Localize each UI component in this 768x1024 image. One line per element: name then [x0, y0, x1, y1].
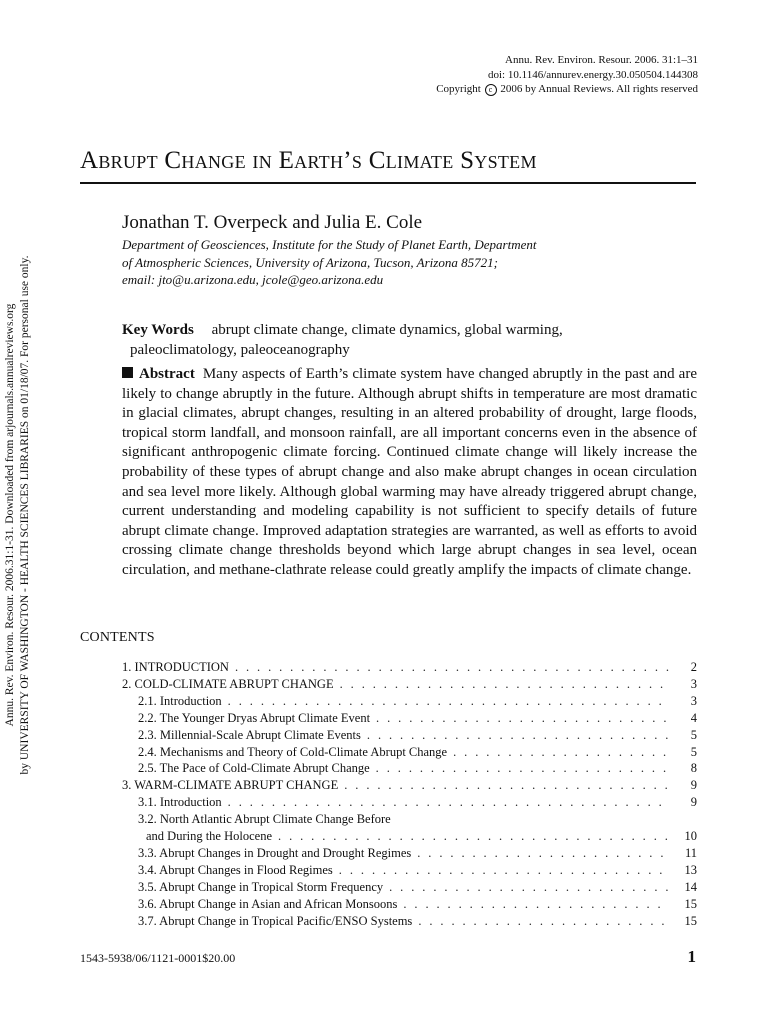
toc-entry[interactable] [122, 913, 697, 930]
toc-entry-page: 3 [690, 693, 697, 708]
download-note-line: Annu. Rev. Environ. Resour. 2006.31:1-31. Downloaded from arjournals.annualreviews.org [4, 303, 16, 727]
toc-entry[interactable] [122, 693, 697, 710]
affiliation-line: Department of Geosciences, Institute for the Study of Planet Earth, Department [122, 237, 537, 252]
toc-entry-title: 2.1. Introduction [138, 693, 222, 708]
toc-entry-title: 2. COLD-CLIMATE ABRUPT CHANGE [122, 676, 334, 691]
toc-entry[interactable] [122, 794, 697, 811]
copyright-line [436, 82, 698, 97]
square-bullet-icon [122, 367, 133, 378]
toc-entry-page: 11 [684, 845, 697, 860]
toc-entry-page: 13 [684, 862, 697, 877]
toc-entry-page: 3 [690, 676, 697, 691]
toc-leader-dots [344, 777, 669, 794]
toc-leader-dots [367, 727, 669, 744]
toc-leader-dots [228, 693, 669, 710]
toc-entry[interactable] [122, 828, 697, 845]
toc-entry-page: 15 [684, 913, 697, 928]
toc-leader-dots [417, 845, 669, 862]
toc-leader-dots [339, 862, 669, 879]
toc-entry-page: 14 [684, 879, 697, 894]
toc-leader-dots [403, 896, 669, 913]
toc-entry[interactable] [122, 896, 697, 913]
toc-entry[interactable] [122, 727, 697, 744]
toc-entry-title: and During the Holocene [146, 829, 273, 844]
toc-entry-title: 3.3. Abrupt Changes in Drought and Drought Regimes [138, 845, 412, 860]
toc-leader-dots [235, 659, 669, 676]
abstract-section [122, 365, 697, 581]
toc-entry-title: 3.1. Introduction [138, 795, 222, 810]
table-of-contents [122, 659, 697, 930]
keywords-list-continued: paleoclimatology, paleoceanography [130, 341, 350, 358]
toc-leader-dots [228, 794, 669, 811]
toc-leader-dots [453, 744, 669, 761]
toc-leader-dots [340, 676, 669, 693]
article-authors: Jonathan T. Overpeck and Julia E. Cole [122, 212, 423, 233]
toc-entry[interactable] [122, 760, 697, 777]
keywords-heading: Key Words [122, 322, 194, 338]
toc-entry[interactable] [122, 777, 697, 794]
toc-leader-dots [376, 710, 669, 727]
toc-entry-title: 3.6. Abrupt Change in Asian and African Monsoons [138, 896, 398, 911]
toc-entry-page: 2 [690, 660, 697, 674]
contents-heading: CONTENTS [80, 630, 155, 645]
toc-entry-title: 2.3. Millennial-Scale Abrupt Climate Events [138, 727, 361, 742]
toc-leader-dots [418, 913, 669, 930]
toc-entry-page: 15 [684, 896, 697, 911]
toc-leader-dots [389, 879, 669, 896]
toc-entry-page: 8 [690, 761, 697, 776]
copyright-text: 2006 by Annual Reviews. All rights reserved [500, 83, 698, 95]
author-affiliation [122, 236, 702, 289]
toc-leader-dots [376, 760, 669, 777]
toc-entry-title: 2.4. Mechanisms and Theory of Cold-Climate Abrupt Change [138, 744, 448, 759]
abstract-text: Many aspects of Earth’s climate system have changed abruptly in the past and are likely to change abruptly in the future. Although abrupt shifts in temperature are most dramatic in glacial climates, abrupt changes, resulting in an altered probability of drought, large floods, tropical storm landfall, and monsoon rainfall, are all important concerns even in the absence of significant anthropogenic climate forcing. Continued climate change will likely increase the probability of these types of abrupt change and also make abrupt changes in ocean circulation and sea level more likely. Although global warming may have already triggered abrupt change, current understanding and modeling capability is not sufficient to specify details of future abrupt climate change. Improved adaptation strategies are warranted, as well as efforts to avoid crossing climate change thresholds beyond which large abrupt changes in sea level, ocean circulation, and methane-clathrate release could greatly amplify the impacts of climate change. [122, 366, 697, 578]
toc-entry[interactable] [122, 676, 697, 693]
toc-entry[interactable] [122, 659, 697, 676]
toc-entry-title: 3. WARM-CLIMATE ABRUPT CHANGE [122, 778, 339, 793]
toc-entry-title: 3.4. Abrupt Changes in Flood Regimes [138, 862, 333, 877]
toc-entry[interactable] [122, 845, 697, 862]
toc-entry-title: 3.2. North Atlantic Abrupt Climate Change Before [138, 812, 391, 827]
toc-entry-title: 2.5. The Pace of Cold-Climate Abrupt Change [138, 761, 370, 776]
toc-entry-page: 5 [690, 744, 697, 759]
author-email[interactable]: email: jto@u.arizona.edu, jcole@geo.arizona.edu [122, 272, 384, 287]
abstract-heading: Abstract [139, 366, 195, 382]
article-title: Abrupt Change in Earth’s Climate System [80, 147, 537, 174]
doi-link[interactable]: doi: 10.1146/annurev.energy.30.050504.144308 [488, 68, 698, 81]
toc-entry-title: 3.7. Abrupt Change in Tropical Pacific/ENSO Systems [138, 913, 413, 928]
toc-entry[interactable] [122, 710, 697, 727]
toc-entry-page: 5 [690, 727, 697, 742]
toc-entry[interactable] [122, 811, 697, 828]
toc-entry-title: 3.5. Abrupt Change in Tropical Storm Frequency [138, 879, 384, 894]
toc-entry[interactable] [122, 879, 697, 896]
toc-entry-title: 2.2. The Younger Dryas Abrupt Climate Event [138, 710, 371, 725]
price-code: 1543-5938/06/1121-0001$20.00 [80, 951, 236, 965]
keywords-list: abrupt climate change, climate dynamics, global warming, [211, 322, 563, 338]
toc-entry-title: 1. INTRODUCTION [122, 660, 229, 674]
toc-entry[interactable] [122, 862, 697, 879]
title-divider [80, 182, 696, 184]
copyright-icon: c [485, 84, 497, 96]
toc-entry-page: 10 [684, 829, 697, 844]
journal-header [436, 53, 698, 97]
download-note [3, 225, 43, 805]
toc-entry-page: 9 [690, 795, 697, 810]
toc-entry[interactable] [122, 744, 697, 761]
affiliation-line: of Atmospheric Sciences, University of Arizona, Tucson, Arizona 85721; [122, 254, 498, 270]
toc-leader-dots [278, 828, 669, 845]
download-note-line: by UNIVERSITY OF WASHINGTON - HEALTH SCIENCES LIBRARIES on 01/18/07. For personal use only. [19, 255, 31, 775]
copyright-label: Copyright [436, 83, 481, 95]
journal-citation: Annu. Rev. Environ. Resour. 2006. 31:1–31 [505, 54, 698, 66]
keywords-section [122, 321, 697, 360]
toc-entry-page: 4 [690, 710, 697, 725]
toc-entry-page: 9 [690, 778, 697, 793]
page-number: 1 [687, 947, 696, 966]
